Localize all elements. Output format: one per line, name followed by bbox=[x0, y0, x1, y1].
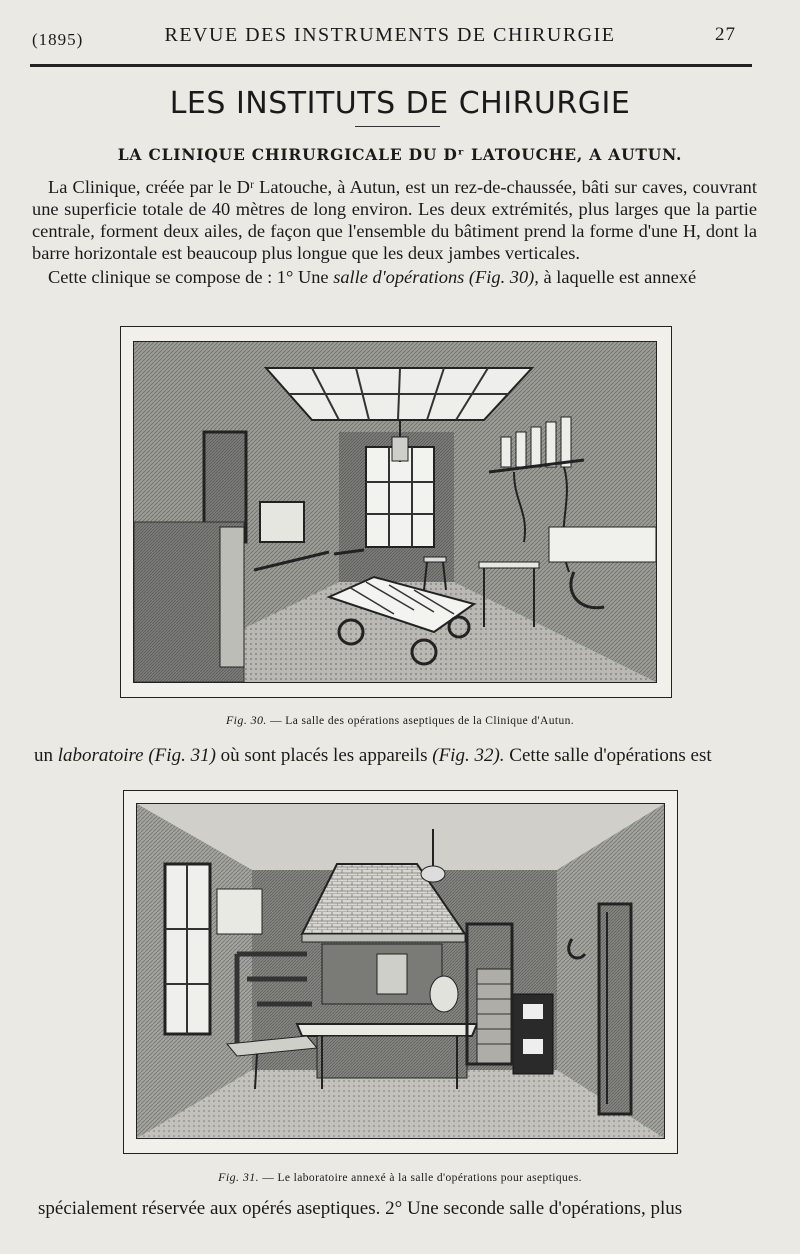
paragraph-1-block bbox=[32, 176, 757, 288]
laboratory-illustration bbox=[137, 804, 664, 1138]
text-segment: un bbox=[34, 745, 58, 766]
article-title: LES INSTITUTS DE CHIRURGIE bbox=[169, 86, 631, 121]
text-emphasis-fig32: (Fig. 32). bbox=[432, 745, 505, 766]
paragraph-2-text-end: à laquelle est annexé bbox=[538, 267, 697, 287]
text-last-line: spécialement réservée aux opérés aseptiques. 2° Une seconde salle d'opérations, plus bbox=[38, 1198, 683, 1219]
paragraph-2 bbox=[32, 266, 757, 288]
text-segment: Cette salle d'opérations est bbox=[504, 745, 712, 766]
text-line-after-figure-30 bbox=[34, 745, 762, 767]
header-year: (1895) bbox=[32, 30, 84, 49]
header-running-title: REVUE DES INSTRUMENTS DE CHIRURGIE bbox=[164, 24, 616, 46]
figure-30-caption-text: — La salle des opérations aseptiques de la Clinique d'Autun. bbox=[266, 715, 575, 727]
figure-30-label: Fig. 30. bbox=[225, 713, 267, 727]
text-emphasis-laboratoire: laboratoire (Fig. 31) bbox=[57, 745, 216, 766]
operating-room-illustration bbox=[134, 342, 656, 682]
running-header bbox=[32, 22, 748, 52]
figure-31-frame bbox=[123, 790, 678, 1154]
figure-30-engraving bbox=[133, 341, 657, 683]
article-subtitle: LA CLINIQUE CHIRURGICALE DU Dʳ LATOUCHE, A AUTUN. bbox=[117, 145, 683, 164]
paragraph-1: La Clinique, créée par le Dʳ Latouche, à Autun, est un rez-de-chaussée, bâti sur caves, couvrant une superficie totale de 40 mètres de long environ. Les deux extrémités, plus larges que la partie centrale, forment deux ailes, de façon que l'ensemble du bâtiment prend la forme d'une H, dont la barre horizontale est beaucoup plus longue que les deux jambes verticales. bbox=[32, 177, 757, 263]
page-number: 27 bbox=[715, 24, 736, 45]
figure-31-engraving bbox=[136, 803, 665, 1139]
figure-31-caption-text: — Le laboratoire annexé à la salle d'opérations pour aseptiques. bbox=[259, 1172, 582, 1184]
figure-31-label: Fig. 31. bbox=[218, 1170, 260, 1184]
figure-31-caption bbox=[0, 1170, 800, 1185]
text-segment: où sont placés les appareils bbox=[215, 745, 433, 766]
figure-30-caption bbox=[0, 713, 800, 728]
title-divider bbox=[355, 126, 440, 127]
paragraph-2-emphasis: salle d'opérations (Fig. 30), bbox=[333, 267, 539, 287]
header-rule bbox=[30, 64, 752, 67]
figure-30-frame bbox=[120, 326, 672, 698]
paragraph-2-text: Cette clinique se compose de : 1° Une bbox=[48, 267, 334, 287]
